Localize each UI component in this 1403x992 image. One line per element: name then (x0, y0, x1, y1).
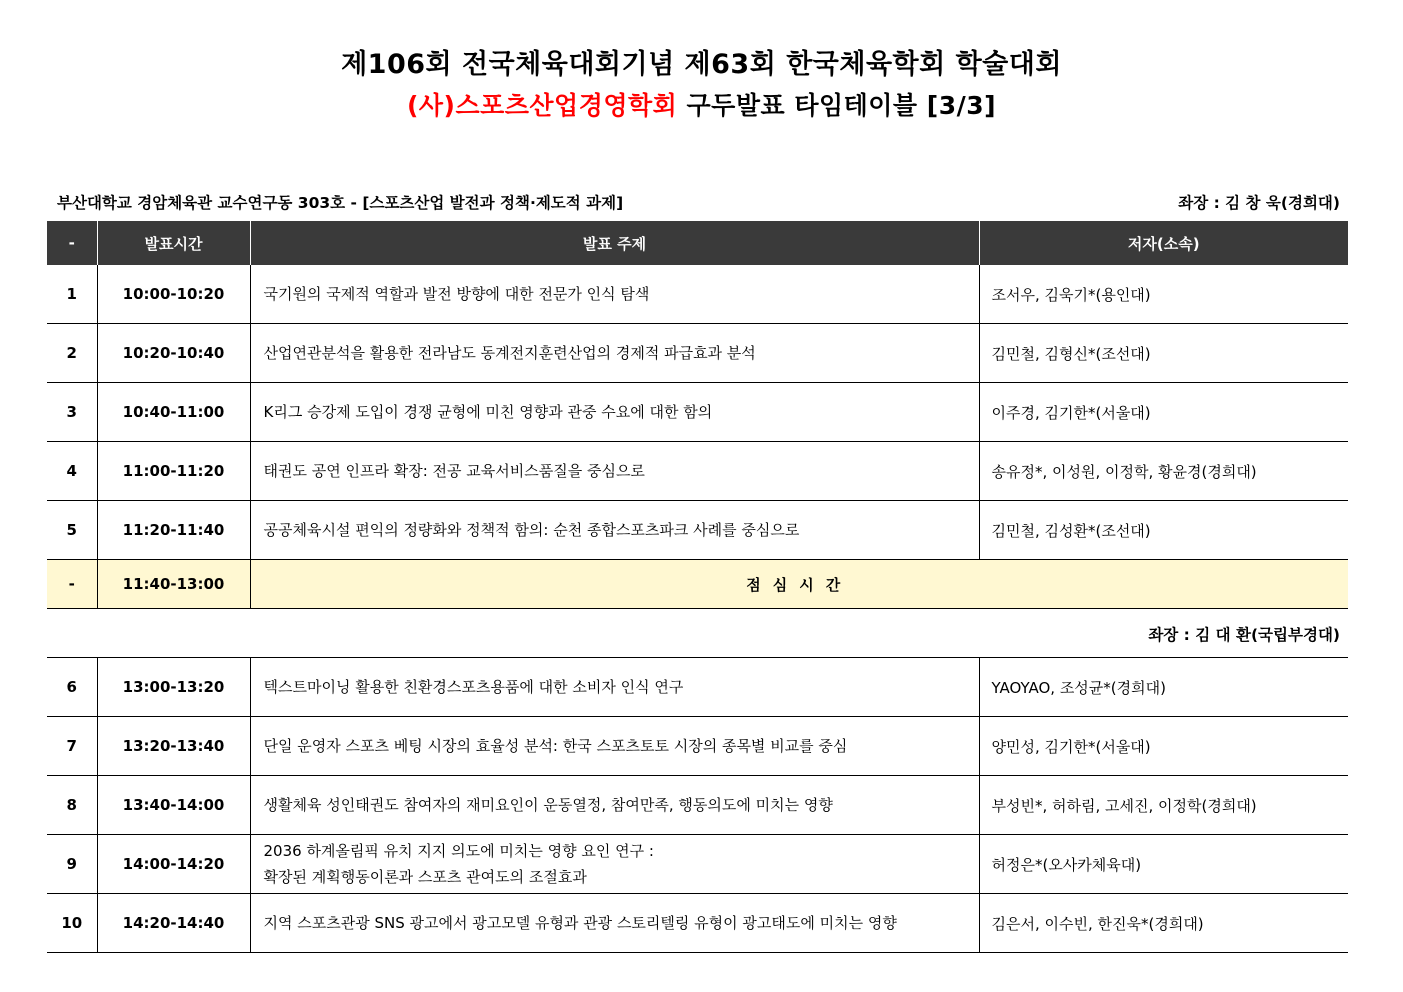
row-time: 10:20-10:40 (97, 324, 250, 383)
row-topic: 단일 운영자 스포츠 베팅 시장의 효율성 분석: 한국 스포츠토토 시장의 종목별 비교를 중심 (250, 717, 979, 776)
row-topic (250, 835, 979, 894)
header-topic: 발표 주제 (250, 221, 979, 265)
row-author: 조서우, 김욱기*(용인대) (979, 265, 1348, 324)
session-location: 부산대학교 경암체육관 교수연구동 303호 - [스포츠산업 발전과 정책·제도적 과제] (57, 194, 624, 212)
row-no: 1 (47, 265, 97, 324)
row-author: YAOYAO, 조성균*(경희대) (979, 658, 1348, 717)
table-row (47, 442, 1348, 501)
table-header-row (47, 221, 1348, 265)
lunch-time: 11:40-13:00 (97, 560, 250, 609)
page-subtitle (0, 86, 1403, 122)
row-time: 14:20-14:40 (97, 894, 250, 953)
header-time: 발표시간 (97, 221, 250, 265)
row-no: 8 (47, 776, 97, 835)
row-topic: 태권도 공연 인프라 확장: 전공 교육서비스품질을 중심으로 (250, 442, 979, 501)
row-topic: 생활체육 성인태권도 참여자의 재미요인이 운동열정, 참여만족, 행동의도에 미치는 영향 (250, 776, 979, 835)
table-row (47, 717, 1348, 776)
row-no: 5 (47, 501, 97, 560)
row-topic: 공공체육시설 편익의 정량화와 정책적 함의: 순천 종합스포츠파크 사례를 중심으로 (250, 501, 979, 560)
row-topic: 국기원의 국제적 역할과 발전 방향에 대한 전문가 인식 탐색 (250, 265, 979, 324)
lunch-no: - (47, 560, 97, 609)
row-topic: 산업연관분석을 활용한 전라남도 동계전지훈련산업의 경제적 파급효과 분석 (250, 324, 979, 383)
header-author: 저자(소속) (979, 221, 1348, 265)
row-no: 6 (47, 658, 97, 717)
table-row (47, 265, 1348, 324)
row-topic: 지역 스포츠관광 SNS 광고에서 광고모델 유형과 관광 스토리텔링 유형이 광고태도에 미치는 영향 (250, 894, 979, 953)
row-author: 김민철, 김형신*(조선대) (979, 324, 1348, 383)
row-time: 11:20-11:40 (97, 501, 250, 560)
row-time: 10:40-11:00 (97, 383, 250, 442)
row-author: 이주경, 김기한*(서울대) (979, 383, 1348, 442)
row-no: 3 (47, 383, 97, 442)
row-topic-line1: 2036 하계올림픽 유치 지지 의도에 미치는 영향 요인 연구 : (263, 842, 654, 860)
table-row (47, 776, 1348, 835)
row-no: 2 (47, 324, 97, 383)
table-row (47, 835, 1348, 894)
timetable-morning (47, 221, 1348, 609)
row-time: 14:00-14:20 (97, 835, 250, 894)
row-author: 김은서, 이수빈, 한진욱*(경희대) (979, 894, 1348, 953)
header-no: - (47, 221, 97, 265)
row-author: 허정은*(오사카체육대) (979, 835, 1348, 894)
row-no: 4 (47, 442, 97, 501)
society-name: (사)스포츠산업경영학회 (406, 91, 678, 120)
row-time: 13:00-13:20 (97, 658, 250, 717)
row-no: 7 (47, 717, 97, 776)
table-row (47, 658, 1348, 717)
row-topic-line2: 확장된 계획행동이론과 스포츠 관여도의 조절효과 (263, 868, 587, 886)
row-time: 13:20-13:40 (97, 717, 250, 776)
row-author: 부성빈*, 허하림, 고세진, 이정학(경희대) (979, 776, 1348, 835)
row-no: 9 (47, 835, 97, 894)
table-row (47, 324, 1348, 383)
timetable-afternoon (47, 657, 1348, 953)
row-time: 10:00-10:20 (97, 265, 250, 324)
session-chair-2: 좌장 : 김 대 환(국립부경대) (1148, 626, 1340, 644)
table-row (47, 501, 1348, 560)
row-author: 양민성, 김기한*(서울대) (979, 717, 1348, 776)
table-row (47, 383, 1348, 442)
lunch-row (47, 560, 1348, 609)
row-author: 송유정*, 이성원, 이정학, 황윤경(경희대) (979, 442, 1348, 501)
table-row (47, 894, 1348, 953)
row-no: 10 (47, 894, 97, 953)
row-topic: 텍스트마이닝 활용한 친환경스포츠용품에 대한 소비자 인식 연구 (250, 658, 979, 717)
page-title: 제106회 전국체육대회기념 제63회 한국체육학회 학술대회 (341, 49, 1062, 80)
session-chair-1: 좌장 : 김 창 욱(경희대) (1178, 194, 1340, 212)
lunch-label: 점심시간 (250, 560, 1348, 609)
row-topic: K리그 승강제 도입이 경쟁 균형에 미친 영향과 관중 수요에 대한 함의 (250, 383, 979, 442)
row-author: 김민철, 김성환*(조선대) (979, 501, 1348, 560)
subtitle-rest: 구두발표 타임테이블 [3/3] (677, 91, 997, 120)
row-time: 11:00-11:20 (97, 442, 250, 501)
row-time: 13:40-14:00 (97, 776, 250, 835)
